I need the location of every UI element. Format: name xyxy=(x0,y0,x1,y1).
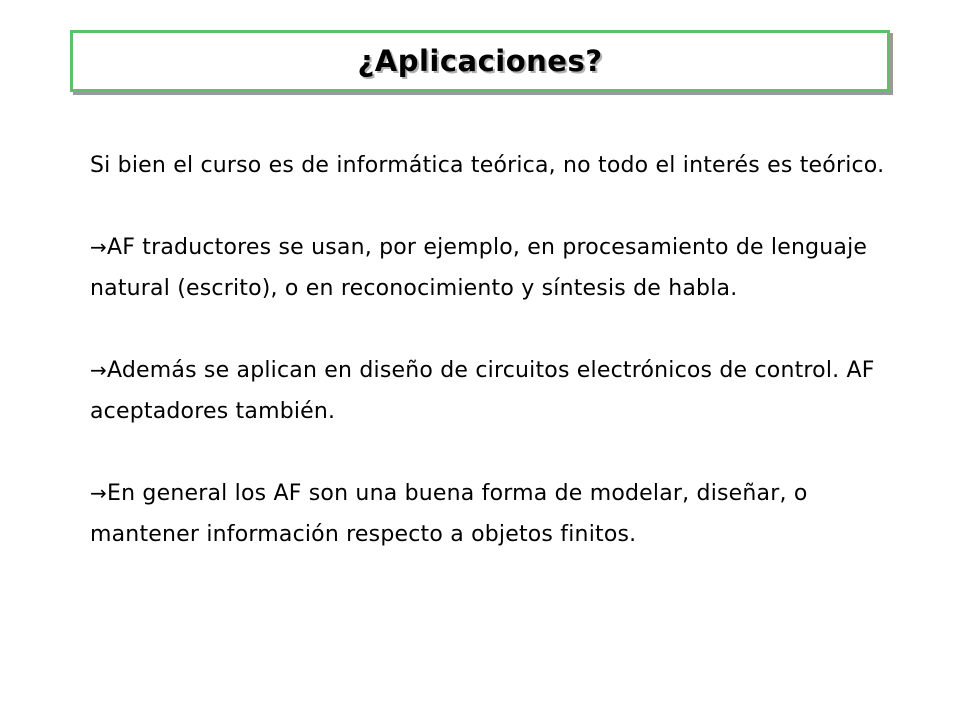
title-box xyxy=(70,30,890,92)
right-arrow-icon: → xyxy=(90,481,107,505)
paragraph-intro xyxy=(90,145,890,186)
paragraph-text: Además se aplican en diseño de circuitos electrónicos de control. AF aceptadores también. xyxy=(90,358,875,424)
bullet-paragraph xyxy=(90,473,890,555)
right-arrow-icon: → xyxy=(90,358,107,382)
paragraph-text: AF traductores se usan, por ejemplo, en procesamiento de lenguaje natural (escrito), o en reconocimiento y síntesis de habla. xyxy=(90,235,868,301)
slide-body xyxy=(90,145,890,596)
paragraph-text: En general los AF son una buena forma de modelar, diseñar, o mantener información respecto a objetos finitos. xyxy=(90,481,808,547)
right-arrow-icon: → xyxy=(90,235,107,259)
bullet-paragraph xyxy=(90,350,890,432)
paragraph-text: Si bien el curso es de informática teórica, no todo el interés es teórico. xyxy=(90,153,885,178)
bullet-paragraph xyxy=(90,227,890,309)
slide-title: ¿Aplicaciones? xyxy=(357,44,603,78)
